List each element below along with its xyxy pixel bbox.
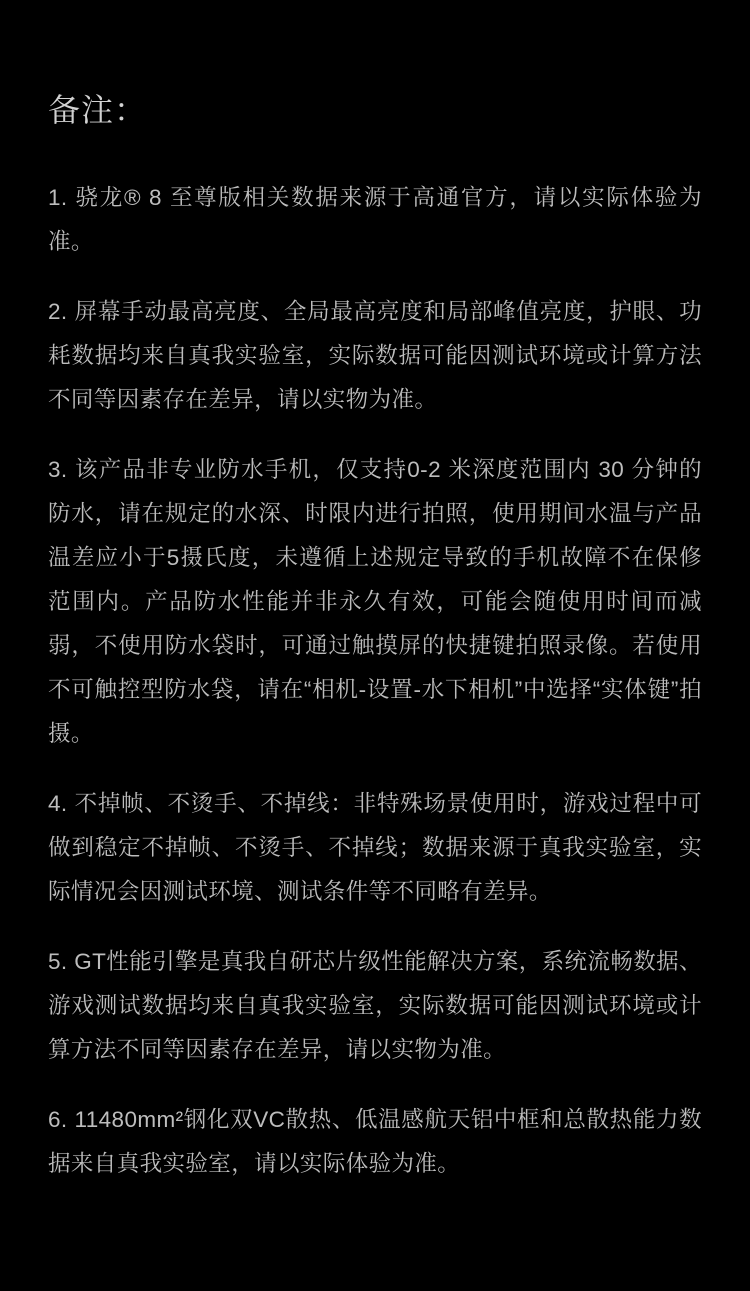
list-item: 6. 11480mm²钢化双VC散热、低温感航天铝中框和总散热能力数据来自真我实验室，请以实际体验为准。 bbox=[48, 1107, 702, 1176]
notes-list bbox=[48, 176, 702, 1186]
list-item: 3. 该产品非专业防水手机，仅支持0-2 米深度范围内 30 分钟的防水，请在规定的水深、时限内进行拍照，使用期间水温与产品温差应小于5摄氏度，未遵循上述规定导致的手机故障不在保修范围内。产品防水性能并非永久有效，可能会随使用时间而减弱，不使用防水袋时，可通过触摸屏的快捷键拍照录像。若使用不可触控型防水袋，请在“相机-设置-水下相机”中选择“实体键”拍摄。 bbox=[48, 457, 702, 746]
list-item: 2. 屏幕手动最高亮度、全局最高亮度和局部峰值亮度，护眼、功耗数据均来自真我实验室，实际数据可能因测试环境或计算方法不同等因素存在差异，请以实物为准。 bbox=[48, 299, 702, 412]
list-item: 5. GT性能引擎是真我自研芯片级性能解决方案，系统流畅数据、游戏测试数据均来自真我实验室，实际数据可能因测试环境或计算方法不同等因素存在差异，请以实物为准。 bbox=[48, 949, 702, 1062]
list-item: 1. 骁龙® 8 至尊版相关数据来源于高通官方，请以实际体验为准。 bbox=[48, 185, 702, 254]
list-item: 4. 不掉帧、不烫手、不掉线：非特殊场景使用时，游戏过程中可做到稳定不掉帧、不烫手、不掉线；数据来源于真我实验室，实际情况会因测试环境、测试条件等不同略有差异。 bbox=[48, 791, 702, 904]
page-title: 备注： bbox=[48, 92, 148, 128]
